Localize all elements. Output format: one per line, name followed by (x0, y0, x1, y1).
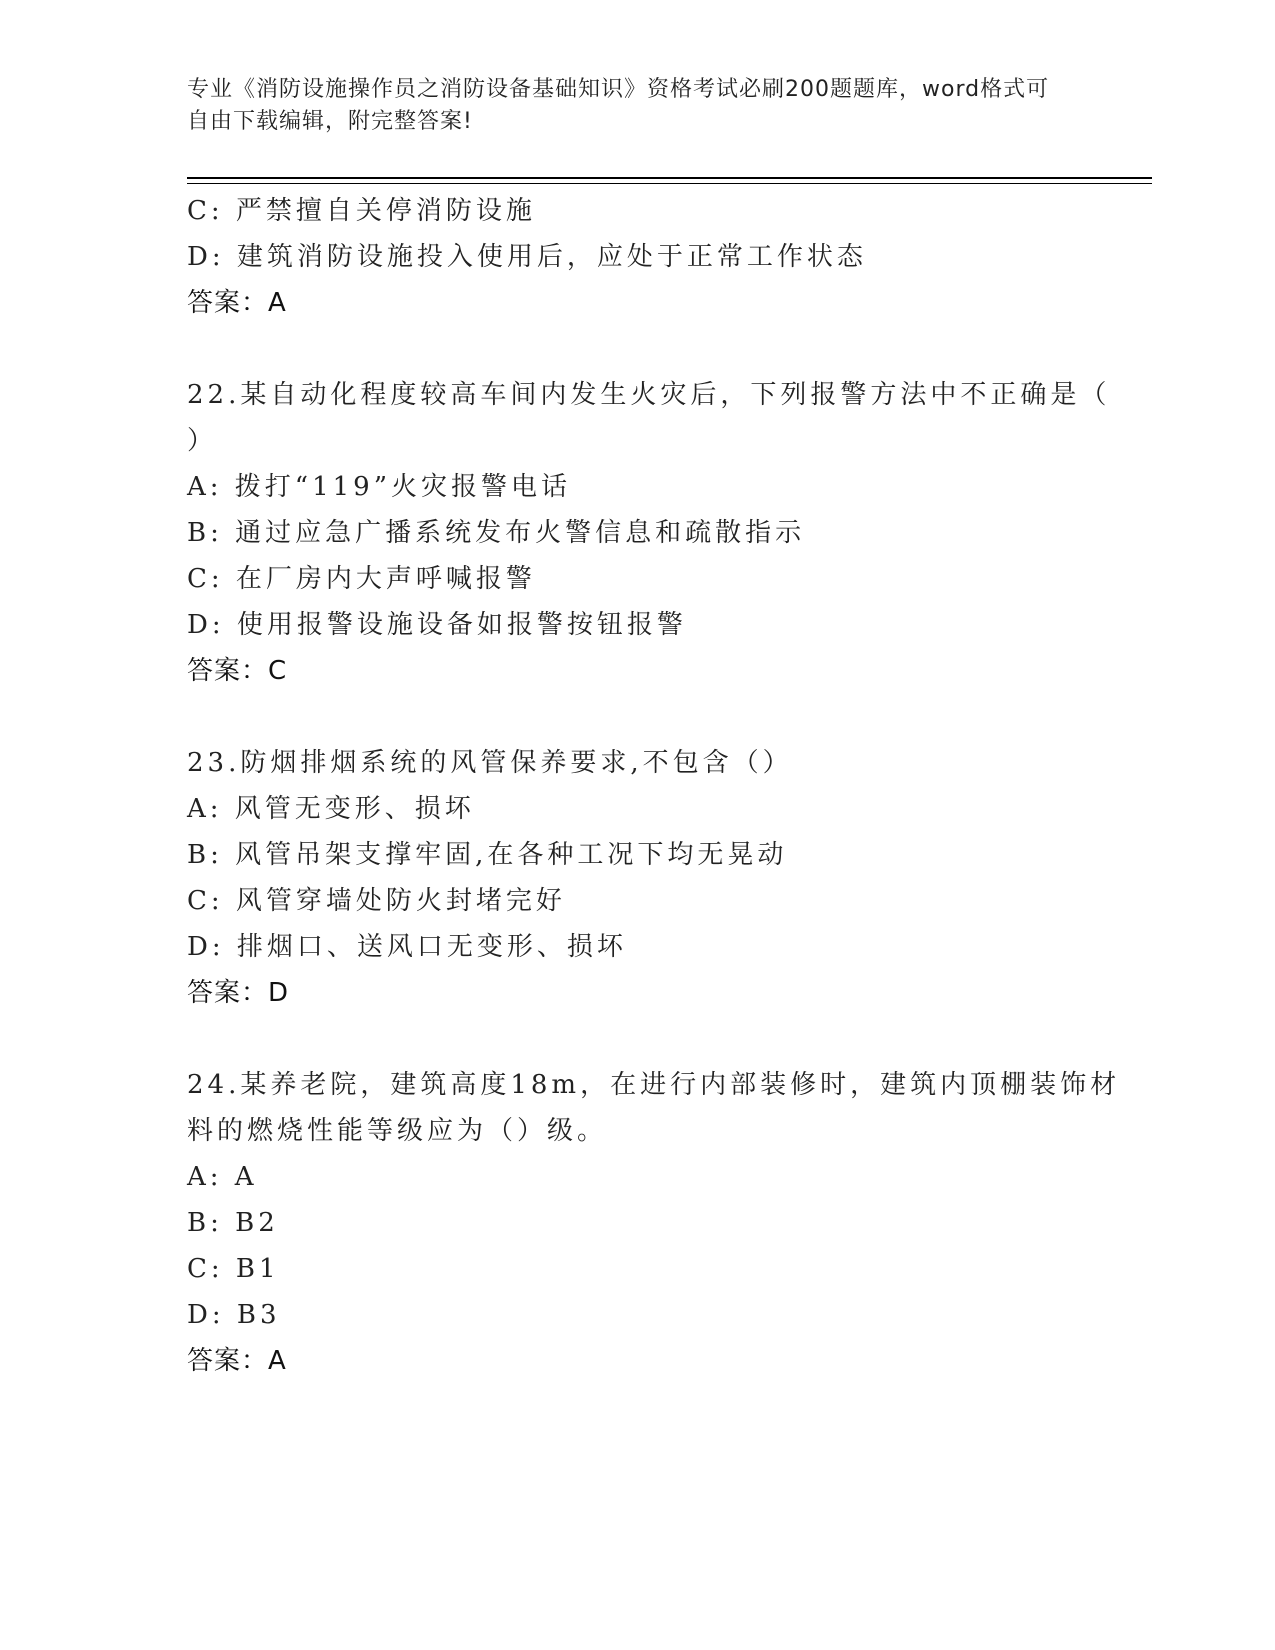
header-divider-thick (187, 177, 1152, 179)
option-c: C: 风管穿墙处防火封堵完好 (187, 886, 566, 916)
option-b: B: 风管吊架支撑牢固,在各种工况下均无晃动 (187, 840, 788, 870)
question-stem: 料的燃烧性能等级应为（）级。 (187, 1116, 608, 1146)
option-a: A: A (187, 1162, 258, 1192)
option-c: C: 严禁擅自关停消防设施 (187, 196, 536, 226)
option-b: B: B2 (187, 1208, 279, 1238)
continued-question (187, 188, 1067, 326)
question-stem: ） (187, 426, 218, 456)
question-list (187, 188, 1121, 1384)
question-22 (187, 372, 1111, 694)
answer-line: 答案：C (187, 656, 288, 686)
option-d: D: B3 (187, 1300, 281, 1330)
answer-line: 答案：A (187, 288, 287, 318)
question-24 (187, 1062, 1121, 1384)
header-divider-thin (187, 183, 1152, 184)
option-d: D: 排烟口、送风口无变形、损坏 (187, 932, 627, 962)
spacer (187, 694, 1067, 740)
document-header: 专业《消防设施操作员之消防设备基础知识》资格考试必刷200题题库，word格式可自由下载编辑，附完整答案! (187, 77, 1050, 134)
spacer (187, 1016, 1067, 1062)
question-stem: 24.某养老院，建筑高度18m，在进行内部装修时，建筑内顶棚装饰材 (187, 1070, 1121, 1100)
option-d: D: 建筑消防设施投入使用后，应处于正常工作状态 (187, 242, 867, 272)
question-stem: 23.防烟排烟系统的风管保养要求,不包含（） (187, 748, 793, 778)
option-b: B: 通过应急广播系统发布火警信息和疏散指示 (187, 518, 806, 548)
option-d: D: 使用报警设施设备如报警按钮报警 (187, 610, 687, 640)
option-c: C: 在厂房内大声呼喊报警 (187, 564, 536, 594)
answer-line: 答案：D (187, 978, 290, 1008)
answer-line: 答案：A (187, 1346, 287, 1376)
spacer (187, 326, 1067, 372)
option-a: A: 拨打“119”火灾报警电话 (187, 472, 572, 502)
option-c: C: B1 (187, 1254, 280, 1284)
question-23 (187, 740, 1067, 1016)
question-stem: 22.某自动化程度较高车间内发生火灾后，下列报警方法中不正确是（ (187, 380, 1111, 410)
option-a: A: 风管无变形、损坏 (187, 794, 475, 824)
